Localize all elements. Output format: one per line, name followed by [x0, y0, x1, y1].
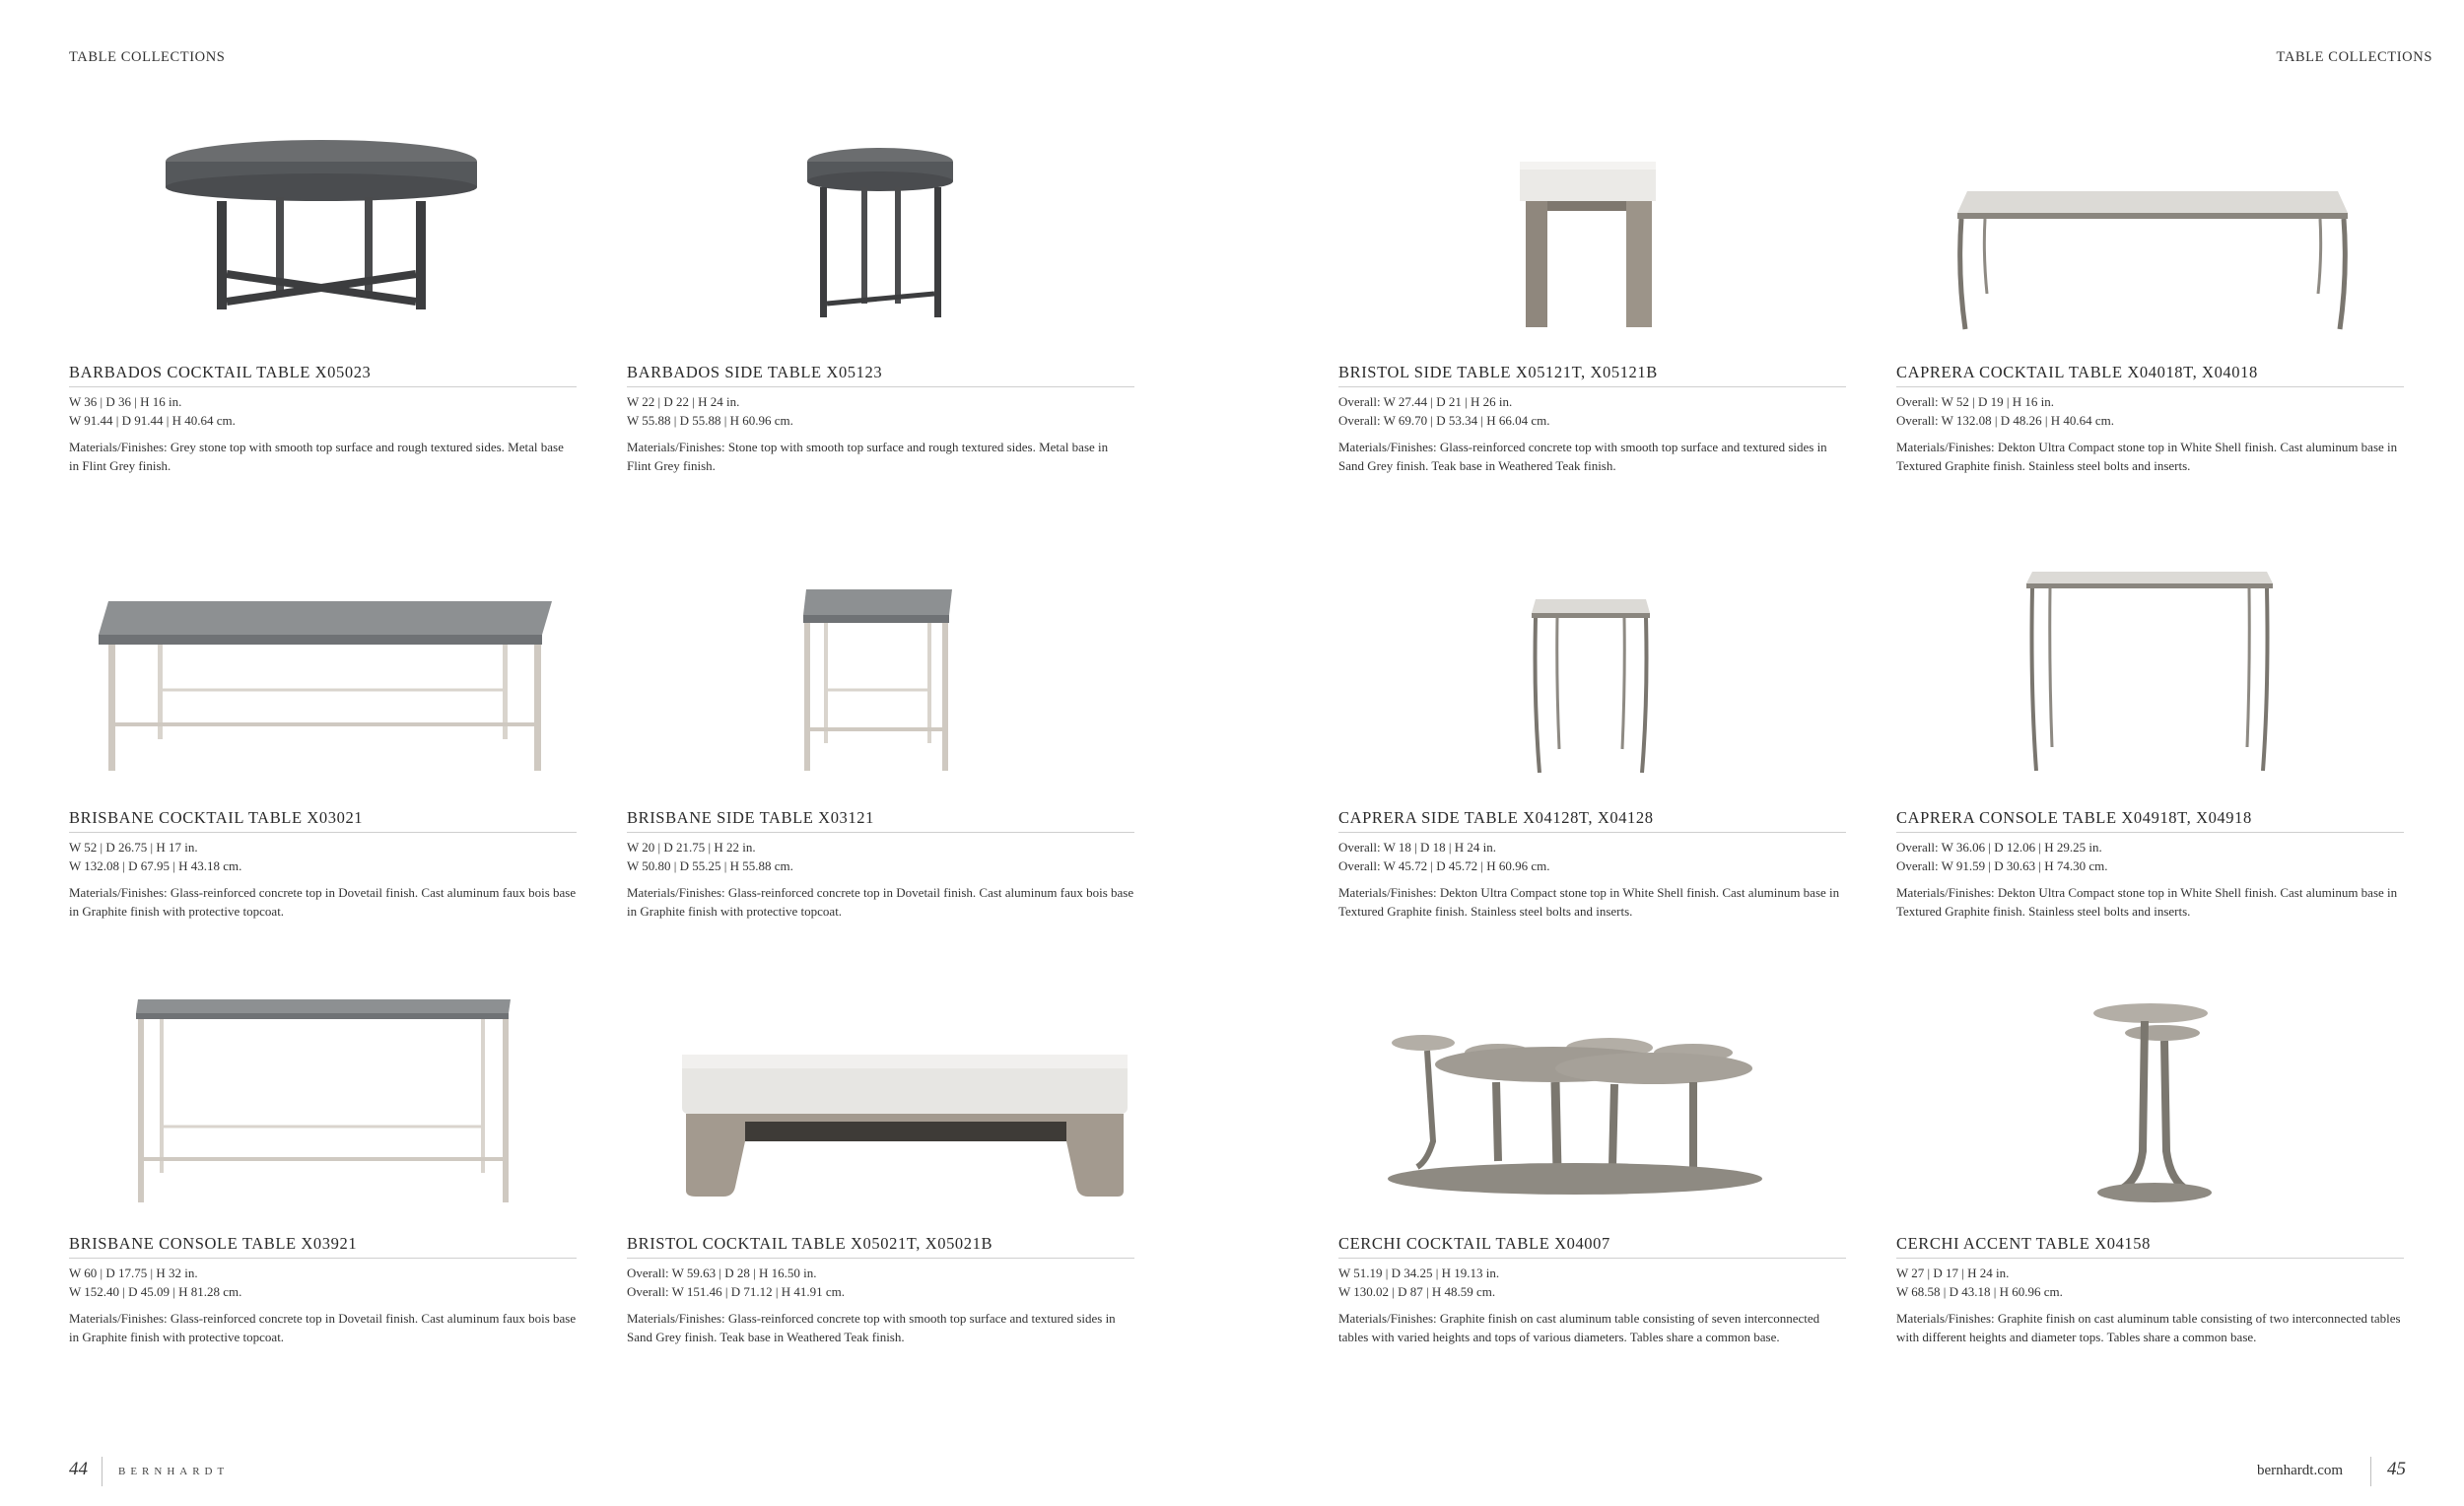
round-stone-cocktail-table-icon — [69, 126, 577, 338]
dimensions-cm: Overall: W 132.08 | D 48.26 | H 40.64 cm. — [1896, 413, 2115, 428]
divider — [1338, 832, 1846, 833]
right-page — [1232, 0, 2464, 1506]
faux-bois-side-table-icon — [627, 572, 1134, 784]
dimensions-cm: W 132.08 | D 67.95 | H 43.18 cm. — [69, 858, 242, 873]
dimensions-cm: Overall: W 45.72 | D 45.72 | H 60.96 cm. — [1338, 858, 1550, 873]
website-link[interactable]: bernhardt.com — [2257, 1463, 2344, 1478]
two-top-accent-table-icon — [1896, 993, 2404, 1205]
divider — [69, 1258, 577, 1259]
slim-side-table-icon — [1338, 572, 1846, 784]
materials-text: Materials/Finishes: Dekton Ultra Compact stone top in White Shell finish. Cast aluminum base in Textured Graphite finish. Stainless steel bolts and inserts. — [1896, 885, 2398, 919]
dimensions-in: W 52 | D 26.75 | H 17 in. — [69, 840, 198, 855]
product-title: CERCHI ACCENT TABLE X04158 — [1896, 1234, 2151, 1253]
divider — [1338, 386, 1846, 387]
divider — [627, 386, 1134, 387]
dimensions-in: Overall: W 59.63 | D 28 | H 16.50 in. — [627, 1266, 817, 1280]
brand-wordmark: BERNHARDT — [118, 1466, 230, 1477]
dimensions-in: W 22 | D 22 | H 24 in. — [627, 394, 740, 409]
product-title: CAPRERA CONSOLE TABLE X04918T, X04918 — [1896, 808, 2252, 827]
product-title: BRISBANE SIDE TABLE X03121 — [627, 808, 874, 827]
dimensions-in: W 51.19 | D 34.25 | H 19.13 in. — [1338, 1266, 1500, 1280]
product-title: BRISTOL SIDE TABLE X05121T, X05121B — [1338, 363, 1658, 381]
materials-text: Materials/Finishes: Glass-reinforced concrete top with smooth top surface and textured sides in Sand Grey finish. Teak base in Weathered Teak finish. — [627, 1311, 1116, 1344]
materials-text: Materials/Finishes: Grey stone top with smooth top surface and rough textured sides. Metal base in Flint Grey finish. — [69, 440, 564, 473]
materials-text: Materials/Finishes: Glass-reinforced concrete top in Dovetail finish. Cast aluminum faux bois base in Graphite finish with protective topcoat. — [69, 885, 577, 919]
divider — [69, 386, 577, 387]
dimensions-in: Overall: W 27.44 | D 21 | H 26 in. — [1338, 394, 1513, 409]
page-number: 45 — [2387, 1459, 2406, 1479]
materials-text: Materials/Finishes: Glass-reinforced concrete top in Dovetail finish. Cast aluminum faux bois base in Graphite finish with protective topcoat. — [627, 885, 1134, 919]
round-stone-side-table-icon — [627, 126, 1134, 338]
dimensions-cm: Overall: W 91.59 | D 30.63 | H 74.30 cm. — [1896, 858, 2108, 873]
dimensions-in: Overall: W 18 | D 18 | H 24 in. — [1338, 840, 1496, 855]
concrete-teak-side-table-icon — [1338, 126, 1846, 338]
dimensions-cm: W 152.40 | D 45.09 | H 81.28 cm. — [69, 1284, 242, 1299]
divider — [1338, 1258, 1846, 1259]
product-title: CERCHI COCKTAIL TABLE X04007 — [1338, 1234, 1610, 1253]
product-title: BRISBANE CONSOLE TABLE X03921 — [69, 1234, 358, 1253]
product-title: BRISTOL COCKTAIL TABLE X05021T, X05021B — [627, 1234, 993, 1253]
dimensions-cm: W 68.58 | D 43.18 | H 60.96 cm. — [1896, 1284, 2063, 1299]
materials-text: Materials/Finishes: Dekton Ultra Compact stone top in White Shell finish. Cast aluminum base in Textured Graphite finish. Stainless steel bolts and inserts. — [1896, 440, 2398, 473]
product-title: CAPRERA COCKTAIL TABLE X04018T, X04018 — [1896, 363, 2258, 381]
dimensions-in: W 60 | D 17.75 | H 32 in. — [69, 1266, 198, 1280]
materials-text: Materials/Finishes: Dekton Ultra Compact stone top in White Shell finish. Cast aluminum base in Textured Graphite finish. Stainless steel bolts and inserts. — [1338, 885, 1840, 919]
dimensions-cm: W 130.02 | D 87 | H 48.59 cm. — [1338, 1284, 1496, 1299]
faux-bois-console-table-icon — [69, 993, 577, 1205]
footer-divider — [102, 1457, 103, 1486]
divider — [69, 832, 577, 833]
long-slim-cocktail-table-icon — [1896, 126, 2404, 338]
faux-bois-cocktail-table-icon — [69, 572, 577, 784]
dimensions-in: W 27 | D 17 | H 24 in. — [1896, 1266, 2010, 1280]
dimensions-cm: W 91.44 | D 91.44 | H 40.64 cm. — [69, 413, 236, 428]
concrete-teak-cocktail-table-icon — [627, 993, 1134, 1205]
section-header: TABLE COLLECTIONS — [2276, 49, 2432, 65]
product-title: BRISBANE COCKTAIL TABLE X03021 — [69, 808, 364, 827]
dimensions-in: W 20 | D 21.75 | H 22 in. — [627, 840, 756, 855]
footer-divider — [2370, 1457, 2371, 1486]
materials-text: Materials/Finishes: Graphite finish on cast aluminum table consisting of seven interconnected tables with varied heights and tops of various diameters. Tables share a common base. — [1338, 1311, 1820, 1344]
materials-text: Materials/Finishes: Graphite finish on cast aluminum table consisting of two interconnected tables with different heights and diameter tops. Tables share a common base. — [1896, 1311, 2401, 1344]
dimensions-in: Overall: W 36.06 | D 12.06 | H 29.25 in. — [1896, 840, 2102, 855]
multi-top-cocktail-table-icon — [1338, 993, 1846, 1205]
page-number: 44 — [69, 1459, 88, 1479]
product-title: BARBADOS SIDE TABLE X05123 — [627, 363, 883, 381]
dimensions-in: Overall: W 52 | D 19 | H 16 in. — [1896, 394, 2054, 409]
product-title: BARBADOS COCKTAIL TABLE X05023 — [69, 363, 372, 381]
dimensions-cm: Overall: W 151.46 | D 71.12 | H 41.91 cm. — [627, 1284, 846, 1299]
dimensions-cm: W 55.88 | D 55.88 | H 60.96 cm. — [627, 413, 793, 428]
divider — [627, 832, 1134, 833]
dimensions-cm: W 50.80 | D 55.25 | H 55.88 cm. — [627, 858, 793, 873]
materials-text: Materials/Finishes: Glass-reinforced concrete top in Dovetail finish. Cast aluminum faux bois base in Graphite finish with protective topcoat. — [69, 1311, 577, 1344]
divider — [1896, 1258, 2404, 1259]
slim-console-table-icon — [1896, 560, 2404, 772]
dimensions-in: W 36 | D 36 | H 16 in. — [69, 394, 182, 409]
dimensions-cm: Overall: W 69.70 | D 53.34 | H 66.04 cm. — [1338, 413, 1550, 428]
product-title: CAPRERA SIDE TABLE X04128T, X04128 — [1338, 808, 1654, 827]
materials-text: Materials/Finishes: Glass-reinforced concrete top with smooth top surface and textured sides in Sand Grey finish. Teak base in Weathered Teak finish. — [1338, 440, 1827, 473]
divider — [627, 1258, 1134, 1259]
section-header: TABLE COLLECTIONS — [69, 49, 226, 65]
divider — [1896, 386, 2404, 387]
materials-text: Materials/Finishes: Stone top with smooth top surface and rough textured sides. Metal base in Flint Grey finish. — [627, 440, 1109, 473]
divider — [1896, 832, 2404, 833]
